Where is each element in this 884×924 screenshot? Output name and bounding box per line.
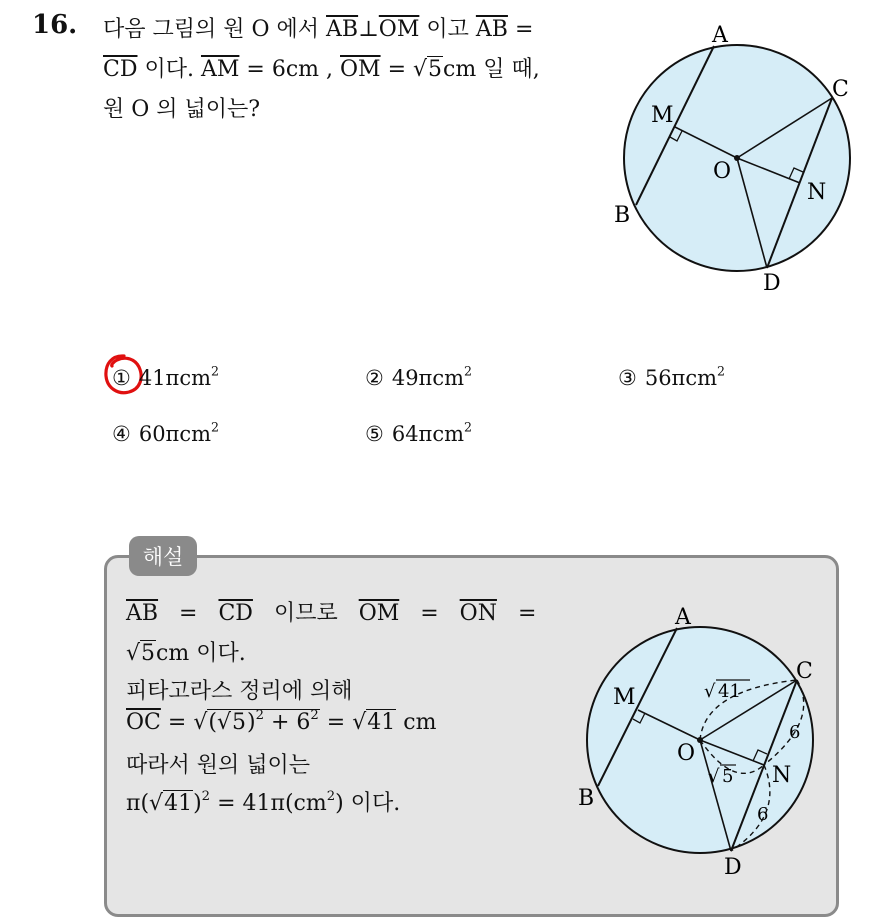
on-length-label: 5 (722, 766, 734, 787)
equals-sign: = (387, 57, 406, 82)
question-number: 16. (32, 10, 78, 40)
question-text: 다음 그림의 원 O 에서 (103, 17, 320, 42)
label-a: A (712, 23, 728, 48)
choice-4[interactable]: ④ 60πcm$^2$ (112, 419, 220, 446)
solution-line-5: 따라서 원의 넓이는 (126, 753, 311, 778)
on-radical-icon: √ (708, 766, 720, 787)
segment-ab: $\overline{AB}$ (326, 17, 359, 42)
choice-5[interactable]: ⑤ 64πcm$^2$ (365, 419, 473, 446)
choice-1[interactable]: ① 41πcm$^2$ (112, 363, 220, 390)
oc-radical-icon: √ (704, 681, 716, 702)
solution-line-3: 피타고라스 정리에 의해 (126, 679, 353, 704)
label-n: N (807, 180, 827, 205)
question-text: 이다. (144, 57, 194, 82)
label-m: M (651, 103, 674, 128)
label-d: D (724, 855, 742, 880)
sqrt-expression: √5 (126, 641, 156, 666)
label-c: C (796, 659, 813, 684)
segment-ab: $\overline{AB}$ (475, 17, 508, 42)
segment-om: $\overline{OM}$ (378, 17, 420, 42)
solution-line-1: $\overline{AB}$ = $\overline{CD}$ 이므로 $\overline{OM}$ = $\overline{ON}$ = (126, 601, 537, 626)
question-line-3: 원 O 의 넓이는? (103, 97, 261, 122)
oc-length-label: 41 (718, 681, 741, 702)
segment-am: $\overline{AM}$ (200, 57, 240, 82)
nd-length-label: 6 (757, 804, 769, 825)
center-point (697, 737, 703, 743)
solution-line-2: √5cm 이다. (126, 641, 246, 666)
equals-sign: = (514, 17, 534, 42)
segment-om: $\overline{OM}$ (340, 57, 381, 82)
label-d: D (763, 271, 781, 296)
label-o: O (713, 159, 732, 184)
solution-line-6: $\pi(√41)^2 = 41\pi(cm^2)$ 이다. (126, 789, 401, 816)
label-o: O (677, 741, 696, 766)
sqrt-expression: √5 (413, 57, 443, 82)
circle-figure (600, 20, 870, 300)
label-a: A (675, 605, 691, 630)
question-text: 이고 (426, 17, 469, 42)
sqrt-expression: √41 (149, 791, 193, 816)
center-point (734, 155, 740, 161)
solution-circle-figure (570, 600, 840, 885)
solution-tag: 해설 (129, 536, 197, 576)
perp-symbol: ⊥ (358, 17, 379, 42)
nc-length-label: 6 (789, 722, 801, 743)
segment-cd: $\overline{CD}$ (103, 57, 138, 82)
label-b: B (614, 203, 631, 228)
label-b: B (578, 786, 595, 811)
om-unit: cm 일 때, (443, 57, 540, 82)
am-value: = 6cm , (246, 57, 333, 82)
question-line-2 (103, 52, 540, 83)
label-c: C (832, 77, 849, 102)
choice-3[interactable]: ③ 56πcm$^2$ (618, 363, 726, 390)
sqrt-expression: $√(√5)^2 + 6^2$ (193, 708, 319, 735)
solution-line-4: $\overline{OC} = √(√5)^2 + 6^2 = √41$ cm (126, 708, 437, 735)
choice-2[interactable]: ② 49πcm$^2$ (365, 363, 473, 390)
label-m: M (613, 685, 636, 710)
label-n: N (772, 763, 792, 788)
sqrt-expression: √41 (352, 710, 396, 735)
question-line-1 (103, 12, 533, 43)
